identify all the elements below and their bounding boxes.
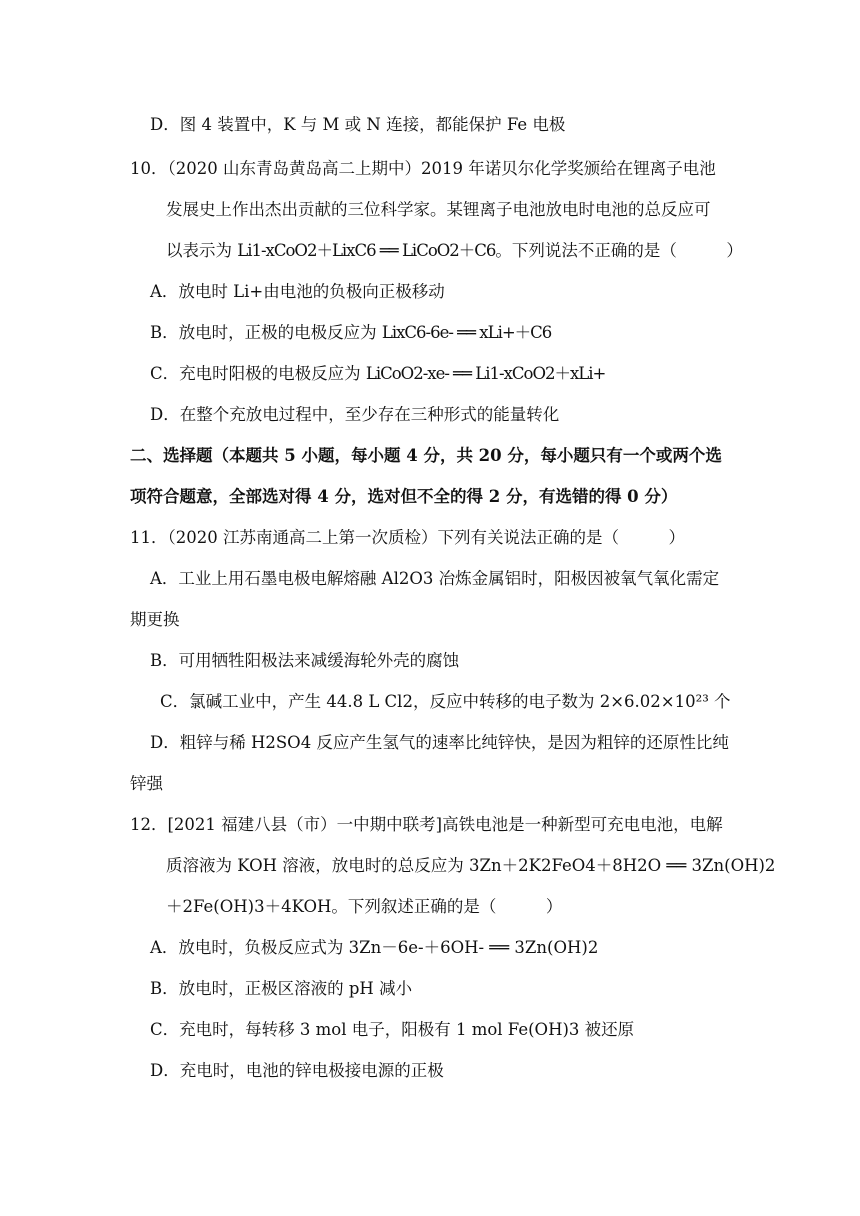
q12-option-d: D．充电时，电池的锌电极接电源的正极	[150, 1061, 444, 1080]
q11-option-c: C．氯碱工业中，产生 44.8 L Cl2，反应中转移的电子数为 2×6.02×10²³ 个	[160, 692, 731, 711]
q11-option-a-line2: 期更换	[130, 610, 180, 629]
q10-option-c-equation: LiCoO2-xe- ══ Li1-xCoO2＋xLi+	[365, 364, 606, 383]
q12-stem-line2: 质溶液为 KOH 溶液，放电时的总反应为 3Zn＋2K2FeO4＋8H2O ══ 3Zn(OH)2	[166, 856, 776, 875]
q10-option-b-prefix: B．放电时，正极的电极反应为	[150, 323, 382, 342]
q10-option-b-equation: LixC6-6e- ══ xLi+＋C6	[381, 323, 552, 342]
q12-stem-line3: ＋2Fe(OH)3＋4KOH。下列叙述正确的是（ ）	[166, 897, 563, 916]
q10-option-c-prefix: C．充电时阳极的电极反应为	[150, 364, 366, 383]
q10-option-a: A．放电时 Li+由电池的负极向正极移动	[150, 282, 445, 301]
q11-option-d-line2: 锌强	[130, 774, 163, 793]
q10-stem-line1: 10．（2020 山东青岛黄岛高二上期中）2019 年诺贝尔化学奖颁给在锂离子电池	[130, 159, 716, 178]
q10-equation: Li1-xCoO2＋LixC6 ══ LiCoO2＋C6	[237, 241, 496, 260]
q10-stem-line2: 发展史上作出杰出贡献的三位科学家。某锂离子电池放电时电池的总反应可	[166, 200, 711, 219]
q12-option-c: C．充电时，每转移 3 mol 电子，阳极有 1 mol Fe(OH)3 被还原	[150, 1020, 635, 1039]
q12-option-a: A．放电时，负极反应式为 3Zn－6e-＋6OH- ══ 3Zn(OH)2	[150, 938, 599, 957]
q12-option-b: B．放电时，正极区溶液的 pH 减小	[150, 979, 413, 998]
q11-option-a-line1: A．工业上用石墨电极电解熔融 Al2O3 冶炼金属铝时，阳极因被氧气氧化需定	[150, 569, 720, 588]
q10-option-d: D．在整个充放电过程中，至少存在三种形式的能量转化	[150, 405, 560, 424]
q11-option-d-line1: D．粗锌与稀 H2SO4 反应产生氢气的速率比纯锌快，是因为粗锌的还原性比纯	[150, 733, 729, 752]
q10-stem-prefix: 以表示为	[166, 241, 238, 260]
q11-stem: 11．（2020 江苏南通高二上第一次质检）下列有关说法正确的是（ ）	[130, 528, 685, 547]
q10-option-c	[150, 362, 605, 386]
q11-option-b: B．可用牺牲阳极法来减缓海轮外壳的腐蚀	[150, 651, 460, 670]
q10-option-b	[150, 321, 551, 345]
q9-option-d: D．图 4 装置中，K 与 M 或 N 连接，都能保护 Fe 电极	[150, 115, 566, 134]
section2-heading-line2: 项符合题意，全部选对得 4 分，选对但不全的得 2 分，有选错的得 0 分）	[130, 487, 678, 506]
section2-heading-line1: 二、选择题（本题共 5 小题，每小题 4 分，共 20 分，每小题只有一个或两个选	[130, 446, 722, 465]
q10-stem-suffix: 。下列说法不正确的是（ ）	[495, 241, 743, 260]
q10-stem-line3	[166, 239, 743, 263]
q12-stem-line1: 12．[2021 福建八县（市）一中期中联考]高铁电池是一种新型可充电电池，电解	[130, 815, 723, 834]
